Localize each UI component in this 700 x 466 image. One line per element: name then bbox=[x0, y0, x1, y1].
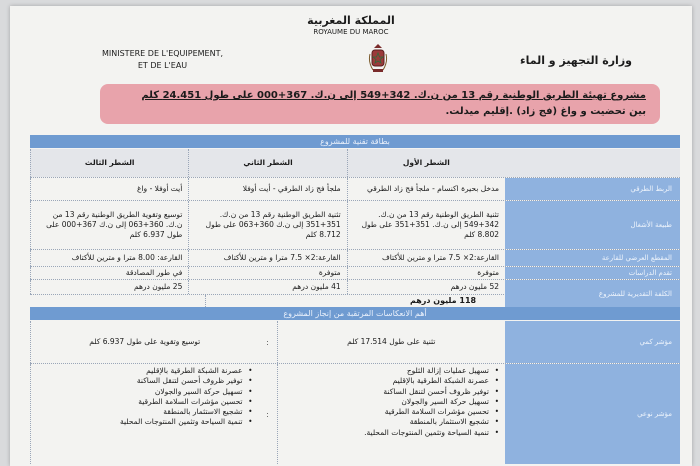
list-item: • تشجيع الاستثمار بالمنطقة bbox=[37, 407, 253, 417]
ministry-french-line2: ET DE L'EAU bbox=[137, 61, 188, 70]
impact-qual-left bbox=[277, 364, 506, 464]
header-empty-cell bbox=[505, 149, 680, 177]
column-header-3: الشطر الثالث bbox=[30, 149, 188, 177]
impact-quant-left: تثنية على طول 17.514 كلم bbox=[277, 321, 506, 363]
document-page bbox=[10, 6, 692, 466]
table-row bbox=[30, 201, 680, 250]
impact-qual-row bbox=[30, 364, 680, 464]
table-cell: تثنية الطريق الوطنية رقم 13 من ن.ك. 342+549 إلى ن.ك. 351+351 على طول 8.802 كلم bbox=[347, 201, 505, 249]
list-item: • تسهيل حركة السير والجولان bbox=[284, 397, 500, 407]
project-title-line1: مشروع تهيئة الطريق الوطنية رقم 13 من ن.ك. 342+549 إلى ن.ك. 367+000 على طول 24.451 كلم bbox=[141, 90, 646, 101]
row-label: المقطع العرضي للقارعة bbox=[505, 250, 680, 266]
kingdom-french: ROYAUME DU MAROC bbox=[313, 28, 389, 36]
ministry-french bbox=[102, 48, 223, 72]
impact-qual-right-list bbox=[37, 366, 253, 428]
row-label: مؤشر كمي bbox=[505, 321, 680, 363]
row-label: الكلفة التقديرية للمشروع bbox=[505, 280, 680, 307]
table-cell: مدخل بحيرة اكنسام - ملجأ فج زاد الطرقي bbox=[347, 178, 505, 200]
row-label: طبيعة الأشغال bbox=[505, 201, 680, 249]
table-cell: 52 مليون درهم bbox=[347, 280, 505, 294]
list-item: • عصرنة الشبكة الطرقية بالإقليم bbox=[284, 376, 500, 386]
list-item: • تنمية السياحة وتثمين المنتوجات المحلية bbox=[37, 417, 253, 427]
impact-qual-left-list bbox=[284, 366, 500, 438]
royal-emblem-icon bbox=[368, 44, 388, 74]
list-item: • توفير ظروف أحسن لتنقل الساكنة bbox=[284, 387, 500, 397]
table-cell: القارعة: 8.00 مترا و مترين للأكتاف bbox=[30, 250, 188, 266]
list-item: • تشجيع الاستثمار بالمنطقة bbox=[284, 417, 500, 427]
list-item: • عصرنة الشبكة الطرقية بالإقليم bbox=[37, 366, 253, 376]
table-cell: 25 مليون درهم bbox=[30, 280, 188, 294]
project-title bbox=[100, 84, 660, 124]
table-cell: متوفرة bbox=[188, 267, 346, 279]
list-item: • توفير ظروف أحسن لتنقل الساكنة bbox=[37, 376, 253, 386]
table-cell: ملجأ فج زاد الطرقي - أيت أوفلا bbox=[188, 178, 346, 200]
impact-qual-right bbox=[30, 364, 259, 464]
impact-quant-right: توسيع وتقوية على طول 6.937 كلم bbox=[30, 321, 259, 363]
list-item: • تسهيل حركة السير والجولان bbox=[37, 387, 253, 397]
section-technical-sheet: بطاقة تقنية للمشروع bbox=[30, 135, 680, 148]
column-header-1: الشطر الأول bbox=[347, 149, 505, 177]
table-cell: القارعة:2× 7.5 مترا و مترين للأكتاف bbox=[188, 250, 346, 266]
separator-dot: : bbox=[266, 337, 269, 347]
kingdom-header bbox=[10, 14, 692, 36]
list-item: • تسهيل عمليات إزالة الثلوج bbox=[284, 366, 500, 376]
column-header-2: الشطر الثاني bbox=[188, 149, 346, 177]
list-item: • تحسين مؤشرات السلامة الطرقية bbox=[37, 397, 253, 407]
separator-dot: : bbox=[266, 409, 269, 419]
table-header-row bbox=[30, 149, 680, 178]
ministry-arabic: وزارة التجهيز و الماء bbox=[519, 54, 632, 67]
row-label: تقدم الدراسات bbox=[505, 267, 680, 279]
list-item: • تنمية السياحة وتثمين المنتوجات المحلية. bbox=[284, 428, 500, 438]
table-row-cost bbox=[30, 280, 680, 298]
table-row bbox=[30, 250, 680, 267]
table-cell: 41 مليون درهم bbox=[188, 280, 346, 294]
table-cell: توسيع وتقوية الطريق الوطنية رقم 13 من ن.ك. 360+063 إلى ن.ك 367+000 على طول 6.937 كلم bbox=[30, 201, 188, 249]
table-cell: تثنية الطريق الوطنية رقم 13 من ن.ك. 351+351 إلى ن.ك 360+063 على طول 8.712 كلم bbox=[188, 201, 346, 249]
table-row bbox=[30, 178, 680, 201]
ministry-french-line1: MINISTERE DE L'EQUIPEMENT, bbox=[102, 49, 224, 58]
section-impacts: أهم الانعكاسات المرتقبة من إنجاز المشروع bbox=[30, 307, 680, 320]
project-title-line2: بين تحضيت و واغ (فج زاد) .إقليم ميدلت. bbox=[445, 106, 646, 117]
list-item: • تحسين مؤشرات السلامة الطرقية bbox=[284, 407, 500, 417]
kingdom-arabic: المملكة المغربية bbox=[307, 14, 395, 27]
table-row bbox=[30, 267, 680, 280]
table-cell: القارعة:2× 7.5 مترا و مترين للأكتاف bbox=[347, 250, 505, 266]
row-label: مؤشر نوعي bbox=[505, 364, 680, 464]
table-cell: في طور المصادقة bbox=[30, 267, 188, 279]
row-label: الربط الطرقي bbox=[505, 178, 680, 200]
total-cost: 118 مليون درهم bbox=[205, 295, 680, 307]
table-cell: أيت أوفلا - واغ bbox=[30, 178, 188, 200]
table-cell: متوفرة bbox=[347, 267, 505, 279]
impact-quant-row bbox=[30, 321, 680, 364]
